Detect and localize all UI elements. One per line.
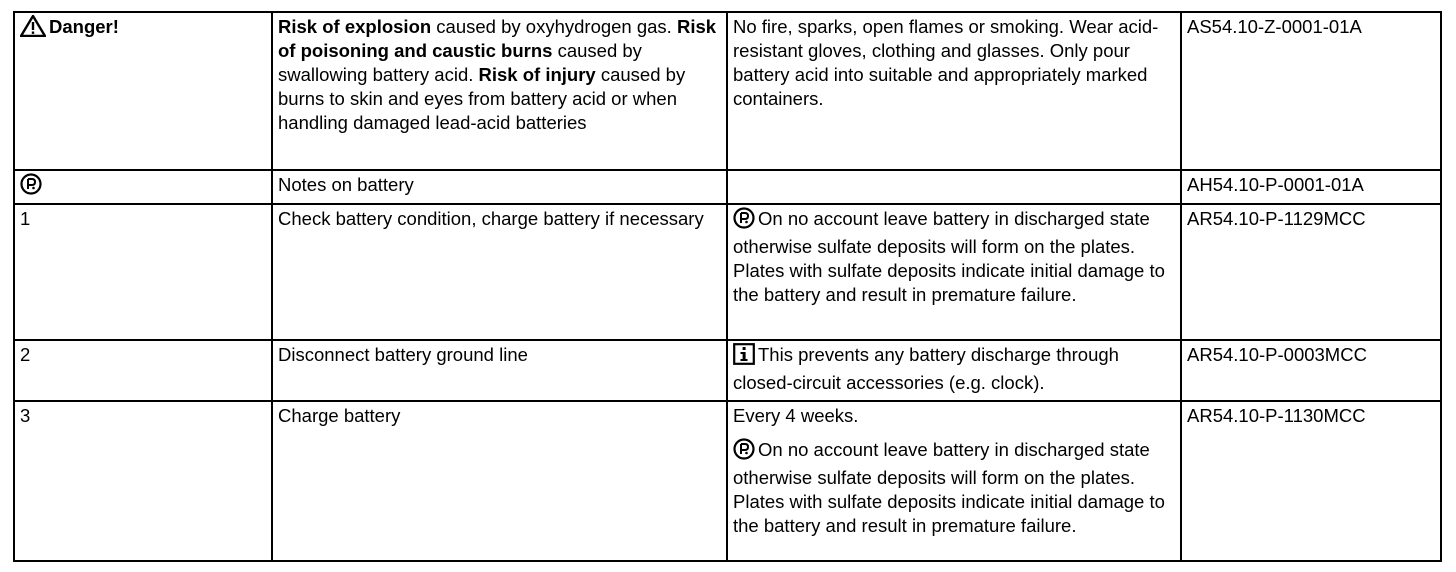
document-reference: AH54.10-P-0001-01A [1181, 170, 1441, 204]
hazard-text: caused by burns to skin and eyes from battery acid or when handling damaged lead-acid batteries [278, 64, 686, 133]
document-reference: AR54.10-P-0003MCC [1181, 340, 1441, 401]
table-row [14, 340, 1441, 401]
table-row [14, 204, 1441, 340]
battery-procedure-table [13, 11, 1442, 562]
warning-triangle-icon [20, 15, 46, 43]
step-description: Check battery condition, charge battery if necessary [272, 204, 727, 340]
step-description: Notes on battery [272, 170, 727, 204]
step-number: 2 [14, 340, 272, 401]
note-interval: Every 4 weeks. [733, 405, 859, 426]
danger-cell [14, 12, 272, 170]
step-note [727, 204, 1181, 340]
precaution-text: No fire, sparks, open flames or smoking. Wear acid-resistant gloves, clothing and glasses. Only pour battery acid into suitable and appropriately marked containers. [727, 12, 1181, 170]
document-reference: AR54.10-P-1130MCC [1181, 401, 1441, 561]
step-description: Charge battery [272, 401, 727, 561]
hazard-description [272, 12, 727, 170]
danger-label: Danger! [49, 16, 119, 37]
document-reference: AS54.10-Z-0001-01A [1181, 12, 1441, 170]
info-icon [733, 343, 755, 371]
note-text: On no account leave battery in discharged state otherwise sulfate deposits will form on the plates. Plates with sulfate deposits indicate initial damage to the battery and result in premature failure. [733, 439, 1165, 536]
document-reference: AR54.10-P-1129MCC [1181, 204, 1441, 340]
table-row [14, 170, 1441, 204]
step-note [727, 401, 1181, 561]
hazard-text: Risk of explosion [278, 16, 432, 37]
environmental-note-icon [733, 207, 755, 235]
hazard-text: caused by oxyhydrogen gas. [431, 16, 677, 37]
step-number: 3 [14, 401, 272, 561]
note-symbol-cell [14, 170, 272, 204]
note-text: On no account leave battery in discharged state otherwise sulfate deposits will form on the plates. Plates with sulfate deposits indicate initial damage to the battery and result in premature failure. [733, 208, 1165, 305]
note-text: This prevents any battery discharge through closed-circuit accessories (e.g. clock). [733, 344, 1119, 393]
hazard-text: Risk of poisoning and caustic burns [278, 16, 717, 61]
note-paragraph [733, 438, 1176, 538]
environmental-note-icon [733, 438, 755, 466]
step-note [727, 170, 1181, 204]
step-description: Disconnect battery ground line [272, 340, 727, 401]
table-row [14, 401, 1441, 561]
environmental-note-icon [20, 173, 42, 201]
table-row [14, 12, 1441, 170]
step-number: 1 [14, 204, 272, 340]
hazard-text: Risk of injury [478, 64, 596, 85]
step-note [727, 340, 1181, 401]
hazard-text: caused by swallowing battery acid. [278, 40, 642, 85]
